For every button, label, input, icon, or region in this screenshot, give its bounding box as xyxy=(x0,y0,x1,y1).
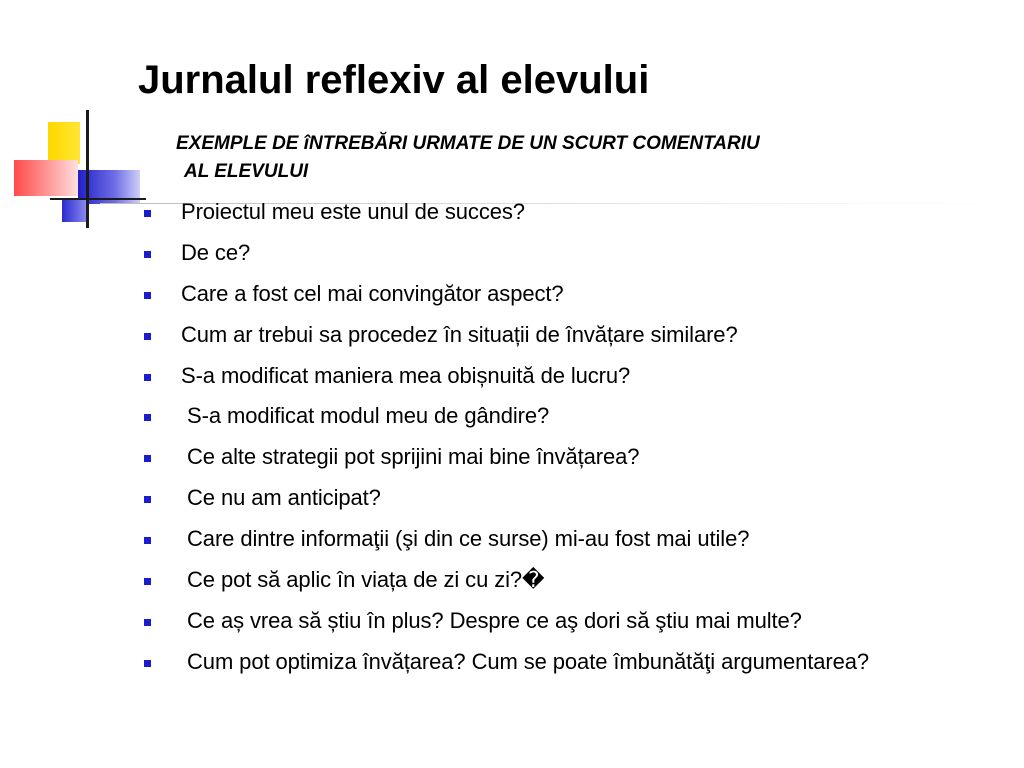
bullet-icon xyxy=(144,619,151,626)
blue-small-square-decoration xyxy=(62,200,86,222)
red-square-decoration xyxy=(14,160,78,196)
list-item-text: De ce? xyxy=(181,239,251,265)
subtitle-line-1: EXEMPLE DE îNTREBĂRI URMATE DE UN SCURT COMENTARIU xyxy=(176,133,760,154)
list-item-text: Cum ar trebui sa procedez în situații de învățare similare? xyxy=(181,321,738,347)
vertical-line-decoration xyxy=(86,110,89,228)
list-item-text: Proiectul meu este unul de succes? xyxy=(181,199,525,224)
list-item xyxy=(140,198,1010,226)
list-item-text: S-a modificat modul meu de gândire? xyxy=(181,403,550,429)
bullet-icon xyxy=(144,496,151,503)
bullet-icon xyxy=(144,537,151,544)
list-item-text: Cum pot optimiza învățarea? Cum se poate îmbunătăţi argumentarea? xyxy=(181,648,870,674)
list-item-text: Ce nu am anticipat? xyxy=(181,485,381,511)
list-item xyxy=(140,566,1010,594)
list-item xyxy=(140,280,1010,308)
list-item-text: Ce aș vrea să știu în plus? Despre ce aş dori să ştiu mai multe? xyxy=(181,607,802,633)
yellow-square-decoration xyxy=(48,122,80,164)
list-item-text: Care a fost cel mai convingător aspect? xyxy=(181,280,564,306)
list-item xyxy=(140,362,1010,390)
list-item xyxy=(140,648,1010,676)
list-item-text: Ce alte strategii pot sprijini mai bine învățarea? xyxy=(181,444,640,470)
bullet-icon xyxy=(144,251,151,258)
list-item xyxy=(140,239,1010,267)
horizontal-line-decoration xyxy=(50,198,146,200)
list-item-text: Care dintre informaţii (şi din ce surse) mi-au fost mai utile? xyxy=(181,526,750,552)
bullet-icon xyxy=(144,292,151,299)
list-item xyxy=(140,484,1010,512)
bullet-icon xyxy=(144,578,151,585)
slide-title: Jurnalul reflexiv al elevului xyxy=(138,58,650,102)
bullet-icon xyxy=(144,333,151,340)
question-list xyxy=(140,198,1010,689)
list-item xyxy=(140,321,1010,349)
list-item xyxy=(140,402,1010,430)
subtitle-line-2: AL ELEVULUI xyxy=(184,161,309,182)
bullet-icon xyxy=(144,414,151,421)
bullet-icon xyxy=(144,210,151,217)
slide-subtitle xyxy=(176,130,1006,186)
list-item-text: S-a modificat maniera mea obișnuită de lucru? xyxy=(181,362,631,388)
slide-logo-decoration xyxy=(0,0,140,240)
bullet-icon xyxy=(144,455,151,462)
bullet-icon xyxy=(144,660,151,667)
list-item-text: Ce pot să aplic în viața de zi cu zi?� xyxy=(181,567,545,593)
bullet-icon xyxy=(144,374,151,381)
list-item xyxy=(140,607,1010,635)
list-item xyxy=(140,525,1010,553)
list-item xyxy=(140,443,1010,471)
